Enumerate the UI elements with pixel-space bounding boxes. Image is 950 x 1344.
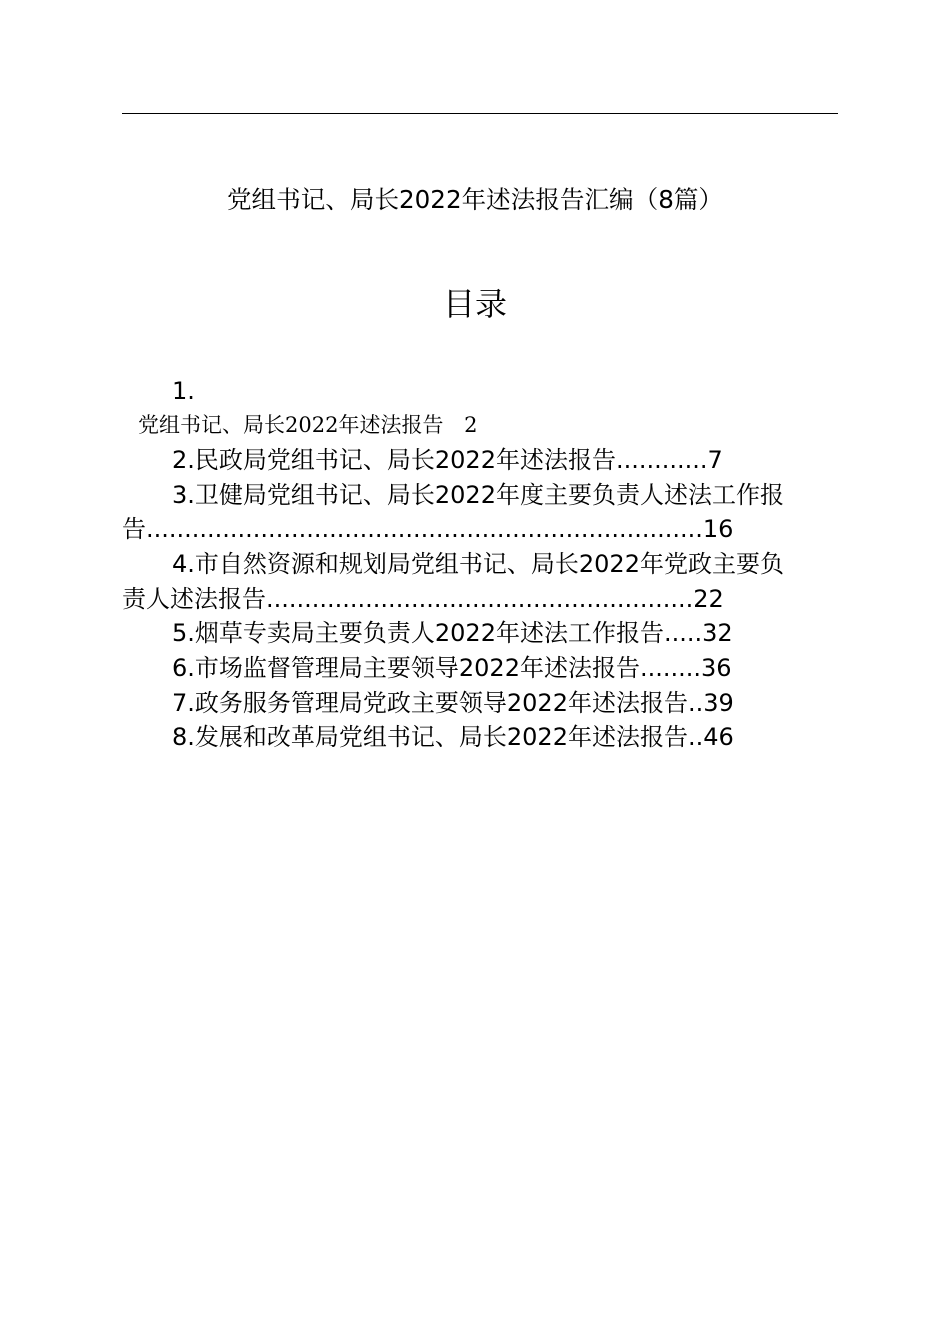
toc-item-8[interactable]: 8.发展和改革局党组书记、局长2022年述法报告..46: [172, 723, 734, 751]
toc-item-4-line-2[interactable]: 责人述法报告........................................................22: [122, 585, 724, 613]
toc-item-4-line-1[interactable]: 4.市自然资源和规划局党组书记、局长2022年党政主要负: [172, 550, 784, 578]
toc-item-7[interactable]: 7.政务服务管理局党政主要领导2022年述法报告..39: [172, 689, 734, 717]
toc-item-6[interactable]: 6.市场监督管理局主要领导2022年述法报告........36: [172, 654, 732, 682]
toc-item-1-text[interactable]: [138, 408, 478, 442]
toc-item-1-title: 党组书记、局长2022年述法报告: [138, 413, 444, 437]
toc-item-1-page: 2: [464, 413, 478, 437]
toc-item-3-line-2[interactable]: 告.........................................................................16: [122, 515, 734, 543]
toc-item-5[interactable]: 5.烟草专卖局主要负责人2022年述法工作报告.....32: [172, 619, 733, 647]
document-title: 党组书记、局长2022年述法报告汇编（8篇）: [226, 185, 723, 214]
toc-heading: 目录: [442, 285, 507, 323]
toc-item-3-line-1[interactable]: 3.卫健局党组书记、局长2022年度主要负责人述法工作报: [172, 481, 784, 509]
toc-item-1-number[interactable]: 1.: [172, 377, 195, 405]
toc-item-2[interactable]: 2.民政局党组书记、局长2022年述法报告............7: [172, 446, 723, 474]
